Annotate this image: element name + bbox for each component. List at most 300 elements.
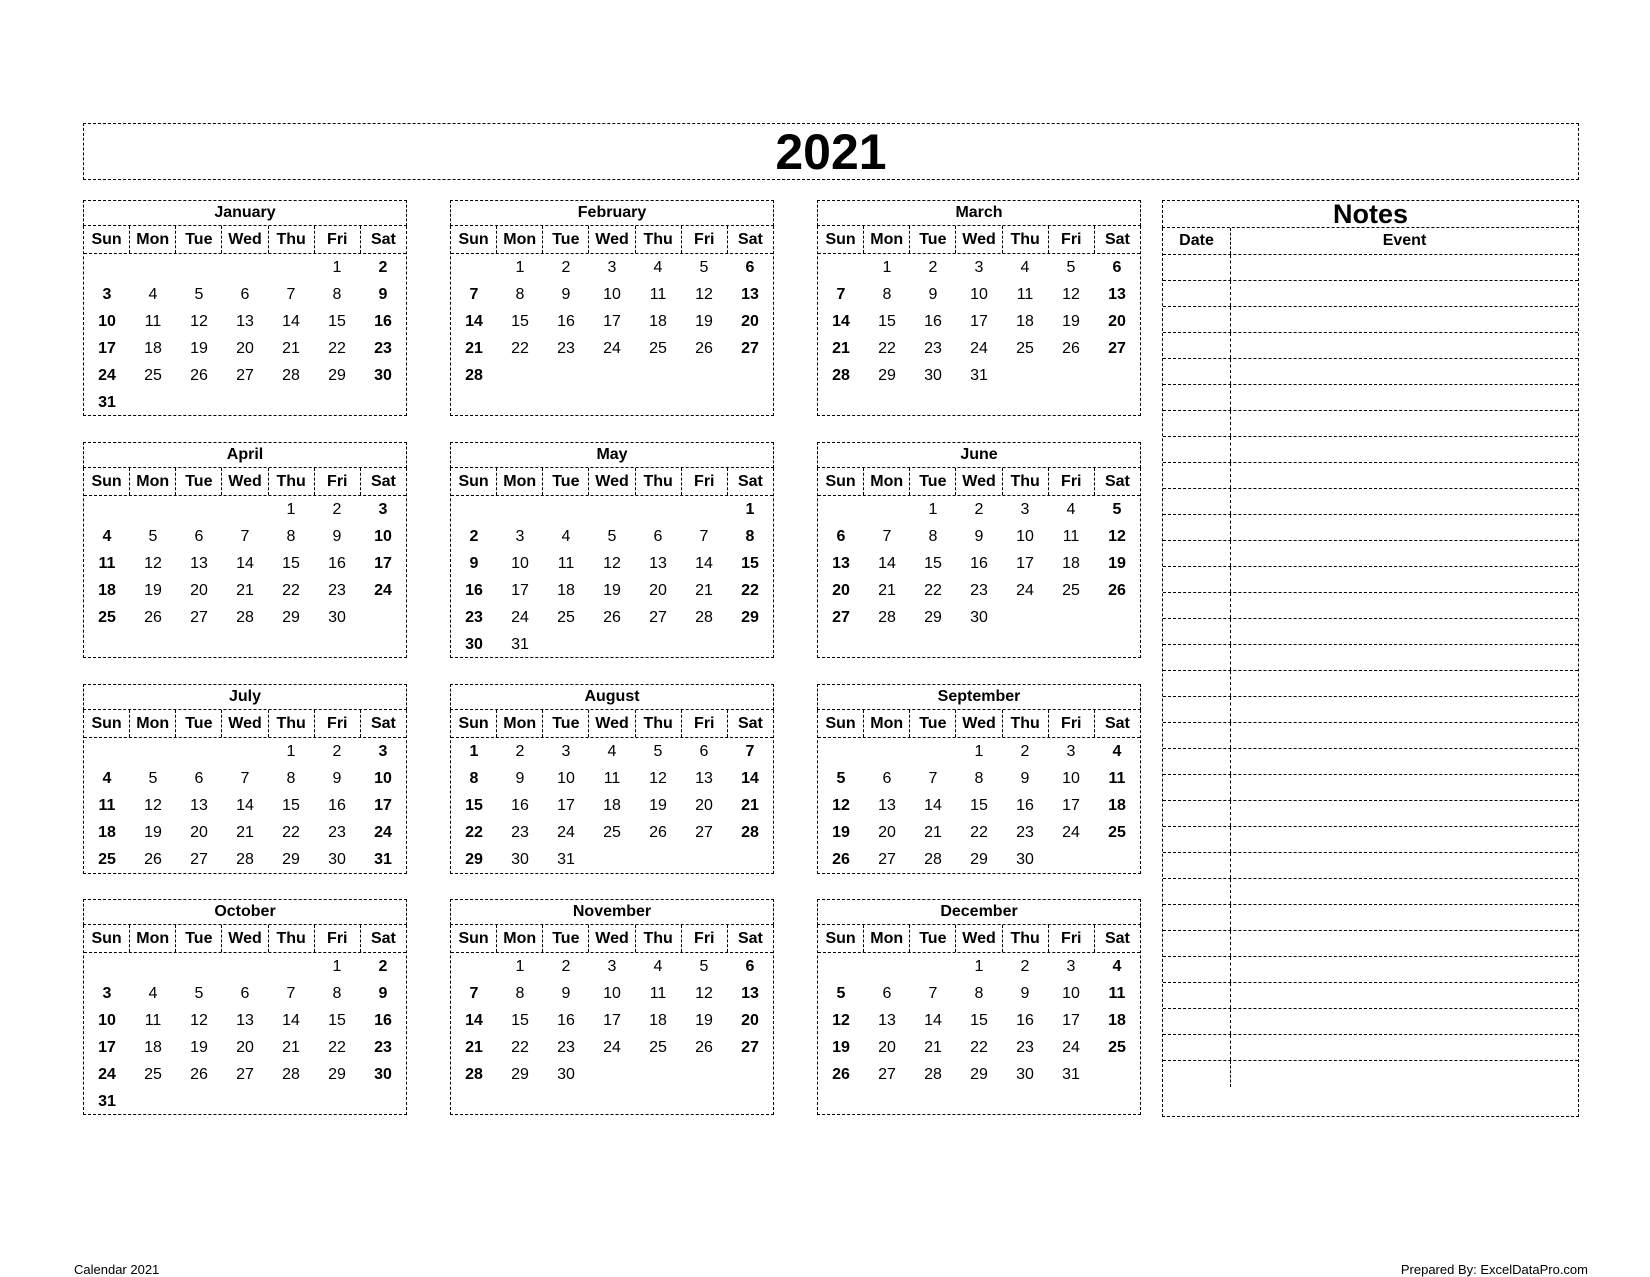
- notes-row: [1163, 619, 1578, 645]
- week-row: [84, 792, 406, 819]
- weekday-header: Sat: [370, 929, 396, 947]
- day-cell: 20: [878, 823, 896, 841]
- weekday-header: Fri: [315, 925, 361, 952]
- day-cell: 22: [282, 581, 300, 599]
- weekday-header: Thu: [1003, 710, 1049, 737]
- day-cell: [268, 389, 314, 416]
- week-row: [451, 846, 773, 873]
- notes-row: [1163, 957, 1578, 983]
- weekday-header: Fri: [682, 710, 728, 737]
- day-cell: 13: [878, 1011, 896, 1029]
- notes-row: [1163, 333, 1578, 359]
- week-row: [84, 1061, 406, 1088]
- weekday-header-row: [818, 925, 1140, 953]
- day-cell: [543, 362, 589, 389]
- notes-event-cell: [1231, 645, 1578, 670]
- day-cell: [681, 1061, 727, 1088]
- day-cell: [1002, 604, 1048, 631]
- day-cell: [727, 846, 773, 873]
- day-cell: 22: [511, 1038, 529, 1056]
- week-row: [818, 523, 1140, 550]
- weekday-header: Sat: [370, 472, 396, 490]
- day-cell: 26: [649, 823, 667, 841]
- day-cell: 19: [144, 823, 162, 841]
- day-cell: [222, 738, 268, 765]
- day-cell: 24: [557, 823, 575, 841]
- day-cell: 14: [282, 1011, 300, 1029]
- day-cell: 15: [328, 1011, 346, 1029]
- day-cell: 19: [190, 1038, 208, 1056]
- day-cell: [818, 496, 864, 523]
- day-cell: 7: [286, 285, 296, 303]
- day-cell: 1: [286, 500, 296, 518]
- day-cell: 24: [98, 366, 116, 384]
- day-cell: 13: [741, 984, 759, 1002]
- day-cell: 19: [603, 581, 621, 599]
- weekday-header: Sat: [737, 472, 763, 490]
- day-cell: 25: [1016, 339, 1034, 357]
- day-cell: 11: [1108, 984, 1126, 1002]
- day-cell: 14: [236, 554, 254, 572]
- day-cell: 10: [511, 554, 529, 572]
- week-row: [451, 308, 773, 335]
- weekday-header: Thu: [1003, 925, 1049, 952]
- day-cell: 20: [190, 823, 208, 841]
- week-row: [818, 362, 1140, 389]
- notes-date-cell: [1163, 879, 1231, 904]
- day-cell: 27: [878, 850, 896, 868]
- day-cell: 27: [649, 608, 667, 626]
- day-cell: 25: [1108, 1038, 1126, 1056]
- day-cell: 28: [878, 608, 896, 626]
- day-cell: [1002, 362, 1048, 389]
- notes-event-cell: [1231, 723, 1578, 748]
- day-cell: 18: [649, 1011, 667, 1029]
- weekday-header: Tue: [910, 226, 956, 253]
- day-cell: 12: [695, 285, 713, 303]
- weekday-header: Tue: [910, 468, 956, 495]
- weekday-header: Tue: [543, 925, 589, 952]
- weekday-header: Mon: [497, 710, 543, 737]
- month-grid: [817, 925, 1141, 1115]
- day-cell: 17: [603, 1011, 621, 1029]
- day-cell: 23: [1016, 823, 1034, 841]
- day-cell: 18: [144, 339, 162, 357]
- notes-event-cell: [1231, 905, 1578, 930]
- day-cell: 29: [741, 608, 759, 626]
- notes-row: [1163, 307, 1578, 333]
- day-cell: 3: [1020, 500, 1030, 518]
- day-cell: 30: [465, 635, 483, 653]
- notes-event-cell: [1231, 463, 1578, 488]
- day-cell: [589, 362, 635, 389]
- notes-date-cell: [1163, 489, 1231, 514]
- day-cell: 5: [699, 258, 709, 276]
- day-cell: 15: [465, 796, 483, 814]
- day-cell: 26: [1062, 339, 1080, 357]
- week-row: [84, 1034, 406, 1061]
- day-cell: 5: [653, 742, 663, 760]
- day-cell: 3: [607, 258, 617, 276]
- day-cell: 9: [1020, 984, 1030, 1002]
- day-cell: 29: [328, 366, 346, 384]
- day-cell: 5: [194, 285, 204, 303]
- day-cell: 30: [924, 366, 942, 384]
- month-august: [450, 684, 774, 874]
- day-cell: 3: [607, 957, 617, 975]
- month-november: [450, 899, 774, 1115]
- day-cell: 5: [1112, 500, 1122, 518]
- day-cell: 31: [1062, 1065, 1080, 1083]
- day-cell: [727, 1061, 773, 1088]
- weekday-header: Mon: [864, 468, 910, 495]
- day-cell: 6: [836, 527, 846, 545]
- notes-event-cell: [1231, 827, 1578, 852]
- day-cell: 19: [695, 1011, 713, 1029]
- day-cell: 21: [741, 796, 759, 814]
- notes-row: [1163, 281, 1578, 307]
- day-cell: 26: [603, 608, 621, 626]
- week-row: [818, 819, 1140, 846]
- day-cell: 22: [741, 581, 759, 599]
- day-cell: 3: [515, 527, 525, 545]
- day-cell: 25: [649, 339, 667, 357]
- notes-event-cell: [1231, 775, 1578, 800]
- day-cell: 6: [882, 984, 892, 1002]
- day-cell: 12: [695, 984, 713, 1002]
- day-cell: 21: [878, 581, 896, 599]
- week-row: [818, 846, 1140, 873]
- week-row: [451, 1007, 773, 1034]
- day-cell: 24: [374, 823, 392, 841]
- day-cell: 28: [236, 850, 254, 868]
- day-cell: [451, 953, 497, 980]
- weekday-header: Thu: [269, 226, 315, 253]
- week-row: [451, 281, 773, 308]
- day-cell: 14: [832, 312, 850, 330]
- day-cell: [681, 362, 727, 389]
- day-cell: [222, 953, 268, 980]
- day-cell: 4: [102, 527, 112, 545]
- day-cell: [589, 631, 635, 658]
- day-cell: 1: [469, 742, 479, 760]
- day-cell: 23: [970, 581, 988, 599]
- notes-event-cell: [1231, 697, 1578, 722]
- notes-event-cell: [1231, 307, 1578, 332]
- notes-event-cell: [1231, 255, 1578, 280]
- day-cell: 18: [144, 1038, 162, 1056]
- day-cell: 14: [282, 312, 300, 330]
- weekday-header: Wed: [222, 226, 268, 253]
- day-cell: 17: [374, 554, 392, 572]
- week-row: [451, 765, 773, 792]
- weekday-header: Fri: [315, 226, 361, 253]
- day-cell: 24: [1062, 823, 1080, 841]
- notes-event-cell: [1231, 411, 1578, 436]
- day-cell: 16: [924, 312, 942, 330]
- notes-event-cell: [1231, 931, 1578, 956]
- day-cell: [497, 496, 543, 523]
- notes-date-cell: [1163, 645, 1231, 670]
- day-cell: 23: [924, 339, 942, 357]
- weekday-header-row: [818, 710, 1140, 738]
- weekday-header: Thu: [1003, 226, 1049, 253]
- week-row: [84, 980, 406, 1007]
- weekday-header: Wed: [589, 468, 635, 495]
- day-cell: 18: [603, 796, 621, 814]
- day-cell: 17: [98, 1038, 116, 1056]
- day-cell: 15: [511, 312, 529, 330]
- weekday-header: Wed: [956, 925, 1002, 952]
- day-cell: 22: [970, 1038, 988, 1056]
- weekday-header: Thu: [1003, 468, 1049, 495]
- month-name: February: [450, 200, 774, 226]
- weekday-header: Mon: [864, 925, 910, 952]
- notes-row: [1163, 905, 1578, 931]
- day-cell: 1: [332, 957, 342, 975]
- notes-header-row: [1163, 228, 1578, 255]
- day-cell: 8: [882, 285, 892, 303]
- week-row: [818, 792, 1140, 819]
- day-cell: 12: [190, 1011, 208, 1029]
- weekday-header: Thu: [269, 710, 315, 737]
- month-grid: [450, 925, 774, 1115]
- day-cell: 1: [974, 742, 984, 760]
- week-row: [451, 1061, 773, 1088]
- weekday-header: Sun: [451, 710, 497, 737]
- day-cell: 20: [649, 581, 667, 599]
- day-cell: 22: [970, 823, 988, 841]
- notes-date-cell: [1163, 697, 1231, 722]
- month-october: [83, 899, 407, 1115]
- day-cell: 20: [236, 339, 254, 357]
- day-cell: 10: [1062, 984, 1080, 1002]
- notes-date-cell: [1163, 593, 1231, 618]
- day-cell: 17: [1062, 1011, 1080, 1029]
- notes-table: [1162, 228, 1579, 1117]
- week-row: [451, 335, 773, 362]
- day-cell: 11: [98, 796, 116, 814]
- day-cell: 3: [378, 500, 388, 518]
- day-cell: [268, 953, 314, 980]
- day-cell: 21: [236, 581, 254, 599]
- notes-row: [1163, 749, 1578, 775]
- day-cell: 8: [515, 285, 525, 303]
- day-cell: 14: [924, 1011, 942, 1029]
- notes-row: [1163, 411, 1578, 437]
- day-cell: 2: [561, 258, 571, 276]
- notes-event-cell: [1231, 541, 1578, 566]
- day-cell: 29: [970, 1065, 988, 1083]
- week-row: [84, 1088, 406, 1115]
- notes-row: [1163, 255, 1578, 281]
- day-cell: 4: [561, 527, 571, 545]
- notes-row: [1163, 541, 1578, 567]
- notes-row: [1163, 697, 1578, 723]
- week-row: [84, 819, 406, 846]
- day-cell: 18: [1108, 796, 1126, 814]
- weekday-header: Tue: [176, 925, 222, 952]
- day-cell: 24: [374, 581, 392, 599]
- week-row: [818, 1061, 1140, 1088]
- weekday-header: Sun: [818, 226, 864, 253]
- day-cell: 27: [832, 608, 850, 626]
- day-cell: 17: [98, 339, 116, 357]
- day-cell: 4: [1112, 957, 1122, 975]
- day-cell: 6: [194, 527, 204, 545]
- weekday-header-row: [451, 468, 773, 496]
- day-cell: 6: [882, 769, 892, 787]
- notes-row: [1163, 1061, 1578, 1087]
- week-row: [818, 604, 1140, 631]
- day-cell: 8: [286, 769, 296, 787]
- weekday-header: Mon: [864, 226, 910, 253]
- day-cell: 18: [649, 312, 667, 330]
- month-january: [83, 200, 407, 416]
- weekday-header: Tue: [543, 468, 589, 495]
- weekday-header: Sun: [818, 468, 864, 495]
- day-cell: 11: [649, 285, 667, 303]
- month-name: May: [450, 442, 774, 468]
- day-cell: 4: [607, 742, 617, 760]
- day-cell: 26: [832, 1065, 850, 1083]
- month-name: December: [817, 899, 1141, 925]
- day-cell: 28: [465, 1065, 483, 1083]
- weekday-header: Tue: [176, 226, 222, 253]
- day-cell: 9: [515, 769, 525, 787]
- notes-date-cell: [1163, 281, 1231, 306]
- day-cell: 5: [148, 527, 158, 545]
- day-cell: 1: [286, 742, 296, 760]
- notes-date-header: Date: [1163, 228, 1231, 254]
- day-cell: [314, 389, 360, 416]
- notes-event-cell: [1231, 567, 1578, 592]
- day-cell: 25: [144, 366, 162, 384]
- notes-date-cell: [1163, 515, 1231, 540]
- day-cell: [864, 496, 910, 523]
- day-cell: [681, 631, 727, 658]
- day-cell: 2: [1020, 957, 1030, 975]
- day-cell: [360, 389, 406, 416]
- day-cell: 9: [332, 769, 342, 787]
- day-cell: 18: [1108, 1011, 1126, 1029]
- day-cell: 28: [282, 1065, 300, 1083]
- notes-row: [1163, 385, 1578, 411]
- week-row: [818, 550, 1140, 577]
- day-cell: 4: [653, 957, 663, 975]
- weekday-header: Wed: [222, 710, 268, 737]
- day-cell: 3: [102, 285, 112, 303]
- weekday-header: Fri: [315, 468, 361, 495]
- day-cell: 6: [1112, 258, 1122, 276]
- day-cell: 23: [557, 1038, 575, 1056]
- day-cell: 24: [98, 1065, 116, 1083]
- day-cell: 19: [144, 581, 162, 599]
- day-cell: 9: [469, 554, 479, 572]
- weekday-header: Wed: [589, 710, 635, 737]
- weekday-header-row: [84, 710, 406, 738]
- day-cell: [818, 738, 864, 765]
- day-cell: 9: [332, 527, 342, 545]
- week-row: [818, 953, 1140, 980]
- day-cell: 10: [603, 984, 621, 1002]
- weekday-header: Sat: [737, 929, 763, 947]
- day-cell: [84, 738, 130, 765]
- month-grid: [817, 710, 1141, 874]
- week-row: [451, 550, 773, 577]
- day-cell: 2: [974, 500, 984, 518]
- day-cell: 6: [745, 258, 755, 276]
- day-cell: [543, 631, 589, 658]
- day-cell: 29: [282, 850, 300, 868]
- day-cell: 27: [1108, 339, 1126, 357]
- weekday-header: Wed: [956, 226, 1002, 253]
- day-cell: 1: [928, 500, 938, 518]
- weekday-header: Fri: [1049, 925, 1095, 952]
- day-cell: 17: [374, 796, 392, 814]
- notes-date-cell: [1163, 619, 1231, 644]
- day-cell: [589, 496, 635, 523]
- day-cell: [130, 1088, 176, 1115]
- day-cell: 2: [469, 527, 479, 545]
- day-cell: 16: [970, 554, 988, 572]
- day-cell: 25: [1108, 823, 1126, 841]
- day-cell: 8: [974, 769, 984, 787]
- day-cell: 3: [561, 742, 571, 760]
- day-cell: [84, 254, 130, 281]
- day-cell: 11: [603, 769, 621, 787]
- day-cell: 10: [1016, 527, 1034, 545]
- day-cell: 19: [1108, 554, 1126, 572]
- day-cell: 30: [511, 850, 529, 868]
- notes-row: [1163, 801, 1578, 827]
- month-grid: [450, 710, 774, 874]
- day-cell: 15: [970, 1011, 988, 1029]
- day-cell: 14: [465, 1011, 483, 1029]
- day-cell: 25: [98, 608, 116, 626]
- month-name: November: [450, 899, 774, 925]
- week-row: [84, 523, 406, 550]
- notes-event-cell: [1231, 1061, 1578, 1087]
- day-cell: 24: [603, 339, 621, 357]
- year-title-box: [83, 123, 1579, 180]
- week-row: [818, 1007, 1140, 1034]
- day-cell: [222, 254, 268, 281]
- day-cell: 21: [924, 1038, 942, 1056]
- month-may: [450, 442, 774, 658]
- notes-event-header: Event: [1382, 232, 1427, 249]
- day-cell: 13: [236, 312, 254, 330]
- day-cell: [84, 953, 130, 980]
- day-cell: 20: [832, 581, 850, 599]
- weekday-header: Fri: [682, 226, 728, 253]
- notes-date-cell: [1163, 775, 1231, 800]
- day-cell: 27: [878, 1065, 896, 1083]
- day-cell: 11: [144, 312, 162, 330]
- notes-event-cell: [1231, 853, 1578, 878]
- day-cell: [130, 254, 176, 281]
- day-cell: 4: [1020, 258, 1030, 276]
- day-cell: 5: [699, 957, 709, 975]
- weekday-header: Sun: [84, 226, 130, 253]
- notes-row: [1163, 593, 1578, 619]
- day-cell: 7: [928, 769, 938, 787]
- weekday-header: Mon: [130, 468, 176, 495]
- notes-date-cell: [1163, 411, 1231, 436]
- day-cell: 21: [465, 339, 483, 357]
- notes-row: [1163, 983, 1578, 1009]
- day-cell: 4: [102, 769, 112, 787]
